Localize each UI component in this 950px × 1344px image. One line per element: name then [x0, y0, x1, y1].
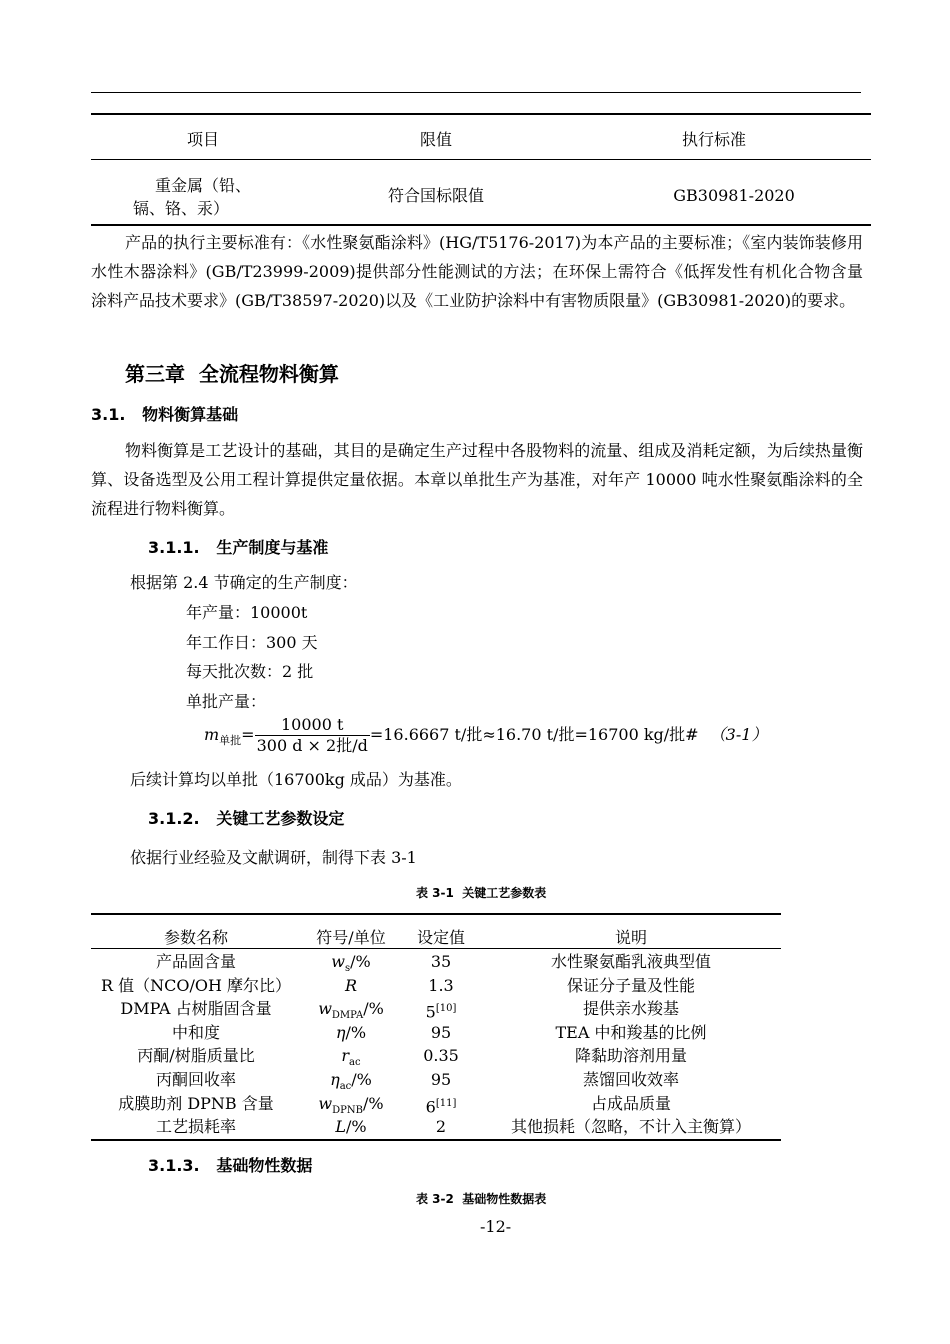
production-item-batches: 每天批次数：2 批 [186, 662, 314, 681]
table-header-item: 项目 [186, 130, 219, 149]
table-3-1-cell-name: R 值（NCO/OH 摩尔比） [100, 975, 292, 995]
chapter-title: 第三章 全流程物料衡算 [125, 362, 339, 386]
table-3-1-cell-value [401, 950, 481, 973]
section-3-1-paragraph: 物料衡算是工艺设计的基础，其目的是确定生产过程中各股物料的流量、组成及消耗定额，为后续热量衡算、设备选型及公用工程计算提供定量依据。本章以单批生产为基准，对年产 10000 吨水性聚氨酯涂料的全流程进行物料衡算。 [91, 441, 863, 518]
table-bottom-rule [91, 224, 871, 226]
symbol-unit: /% [351, 1070, 372, 1089]
formula-fraction [255, 715, 370, 756]
formula-3-1 [204, 714, 767, 762]
section-3-1-2-paragraph: 依据行业经验及文献调研，制得下表 3-1 [130, 848, 417, 867]
table-3-1-cell-name: 产品固含量 [155, 952, 236, 971]
symbol-subscript: DMPA [331, 1010, 364, 1022]
section-3-1-3-heading: 3.1.3. 基础物性数据 [148, 1156, 313, 1175]
table-3-1-cell-desc: 其他损耗（忽略，不计入主衡算） [510, 1117, 751, 1137]
formula-denominator: 300 d × 2批/d [256, 736, 368, 755]
table-3-1-cell-symbol [301, 974, 401, 997]
table-cell-item-1: 重金属（铅、 [154, 176, 251, 195]
table-3-1-cell-name: 成膜助剂 DPNB 含量 [118, 1093, 274, 1113]
section-3-1-1-heading: 3.1.1. 生产制度与基准 [148, 538, 329, 557]
basis-note: 后续计算均以单批（16700kg 成品）为基准。 [130, 770, 462, 789]
symbol-letter: L [335, 1117, 347, 1137]
value-text: 6 [425, 1096, 436, 1116]
table-header-standard: 执行标准 [681, 130, 746, 149]
table-3-1-cell-value [401, 1021, 481, 1044]
page-number: -12- [480, 1217, 512, 1236]
table-3-1-cell-desc: 蒸馏回收效率 [582, 1070, 679, 1089]
formula-rhs: =16.6667 t/批≈16.70 t/批=16700 kg/批# [369, 725, 699, 744]
formula-lhs-symbol: m [204, 725, 220, 744]
section-3-1-2-heading: 3.1.2. 关键工艺参数设定 [148, 809, 345, 828]
section-3-1-heading: 3.1. 物料衡算基础 [91, 405, 239, 424]
table-3-1-cell-name: 中和度 [171, 1022, 220, 1042]
symbol-unit: /% [362, 1093, 384, 1113]
table-3-1-header-value: 设定值 [416, 928, 465, 947]
table-3-1-cell-name: 工艺损耗率 [155, 1117, 236, 1137]
table-3-1-cell-value [401, 974, 481, 997]
table-3-1-header-symbol: 符号/单位 [316, 928, 386, 947]
table-3-1-cell-desc: 水性聚氨酯乳液典型值 [550, 952, 711, 971]
symbol-subscript: s [344, 963, 351, 975]
table-3-1-cell-desc: TEA 中和羧基的比例 [555, 1022, 707, 1042]
table-3-1-cell-desc: 保证分子量及性能 [566, 975, 695, 995]
value-text: 1.3 [428, 975, 454, 995]
table-top-rule [91, 113, 871, 115]
table-3-1-cell-name: 丙酮回收率 [155, 1070, 236, 1089]
reference-superscript: [10] [435, 1003, 457, 1015]
production-intro: 根据第 2.4 节确定的生产制度： [130, 573, 358, 592]
table-3-1-cell-name: DMPA 占树脂固含量 [120, 999, 272, 1019]
standards-paragraph: 产品的执行主要标准有：《水性聚氨酯涂料》(HG/T5176-2017)为本产品的主要标准；《室内装饰装修用水性木器涂料》(GB/T23999-2009)提供部分性能测试的方法；在环保上需符合《低挥发性有机化合物含量涂料产品技术要求》(GB/T38597-2020)以及《工业防护涂料中有害物质限量》(GB30981-2020)的要求。 [91, 233, 863, 310]
value-text: 2 [435, 1117, 447, 1137]
value-text: 95 [430, 1070, 452, 1089]
table-cell-limit: 符合国标限值 [387, 186, 484, 205]
table-3-1-cell-value [401, 1115, 481, 1138]
symbol-unit: /% [346, 1117, 367, 1137]
table-header-rule [91, 159, 871, 160]
table-3-1-cell-name: 丙酮/树脂质量比 [137, 1046, 255, 1066]
formula-numerator: 10000 t [255, 715, 370, 736]
value-text: 95 [430, 1022, 452, 1042]
table-3-1-header-rule [91, 948, 781, 949]
table-3-1-cell-value [401, 1092, 481, 1118]
value-text: 35 [430, 952, 452, 971]
table-3-1-caption: 表 3-1 关键工艺参数表 [416, 886, 547, 900]
table-3-2-caption: 表 3-2 基础物性数据表 [416, 1192, 547, 1206]
symbol-unit: /% [350, 952, 371, 971]
header-rule [91, 92, 861, 93]
production-item-annual: 年产量：10000t [186, 603, 308, 622]
table-3-1-cell-value [401, 1068, 481, 1091]
formula-equals: = [241, 725, 255, 744]
formula-lhs-subscript: 单批 [219, 734, 242, 748]
symbol-letter: w [331, 952, 345, 971]
symbol-subscript: ac [349, 1057, 361, 1069]
table-cell-item-2: 镉、铬、汞） [132, 199, 229, 218]
symbol-subscript: ac [339, 1081, 352, 1093]
table-3-1-header-desc: 说明 [614, 928, 647, 947]
table-3-1-cell-desc: 提供亲水羧基 [582, 999, 679, 1019]
table-3-1-cell-value [401, 1044, 481, 1067]
symbol-subscript: DPNB [332, 1104, 363, 1116]
symbol-letter: w [318, 999, 332, 1019]
value-text: 5 [425, 1002, 436, 1022]
symbol-letter: η [335, 1022, 346, 1042]
symbol-letter: R [344, 975, 358, 995]
table-cell-standard: GB30981-2020 [673, 186, 795, 205]
symbol-unit: /% [363, 999, 384, 1019]
symbol-letter: r [341, 1046, 350, 1066]
table-3-1-cell-desc: 降黏助溶剂用量 [574, 1046, 687, 1066]
table-3-1-cell-symbol [301, 1115, 401, 1138]
table-header-limit: 限值 [419, 130, 452, 149]
reference-superscript: [11] [435, 1097, 457, 1109]
table-3-1-top-rule [91, 913, 781, 915]
production-item-days: 年工作日：300 天 [186, 633, 318, 652]
table-3-1-cell-desc: 占成品质量 [590, 1093, 671, 1113]
symbol-unit: /% [345, 1022, 367, 1042]
table-3-1-cell-value [401, 997, 481, 1023]
symbol-letter: η [330, 1070, 340, 1089]
table-3-1-bottom-rule [91, 1139, 781, 1141]
production-item-batch-output: 单批产量： [186, 692, 267, 711]
symbol-letter: w [318, 1093, 333, 1113]
value-text: 0.35 [423, 1046, 459, 1066]
formula-number: （3-1） [709, 725, 768, 744]
table-3-1-header-name: 参数名称 [163, 928, 228, 947]
table-3-1-cell-symbol [301, 1021, 401, 1044]
